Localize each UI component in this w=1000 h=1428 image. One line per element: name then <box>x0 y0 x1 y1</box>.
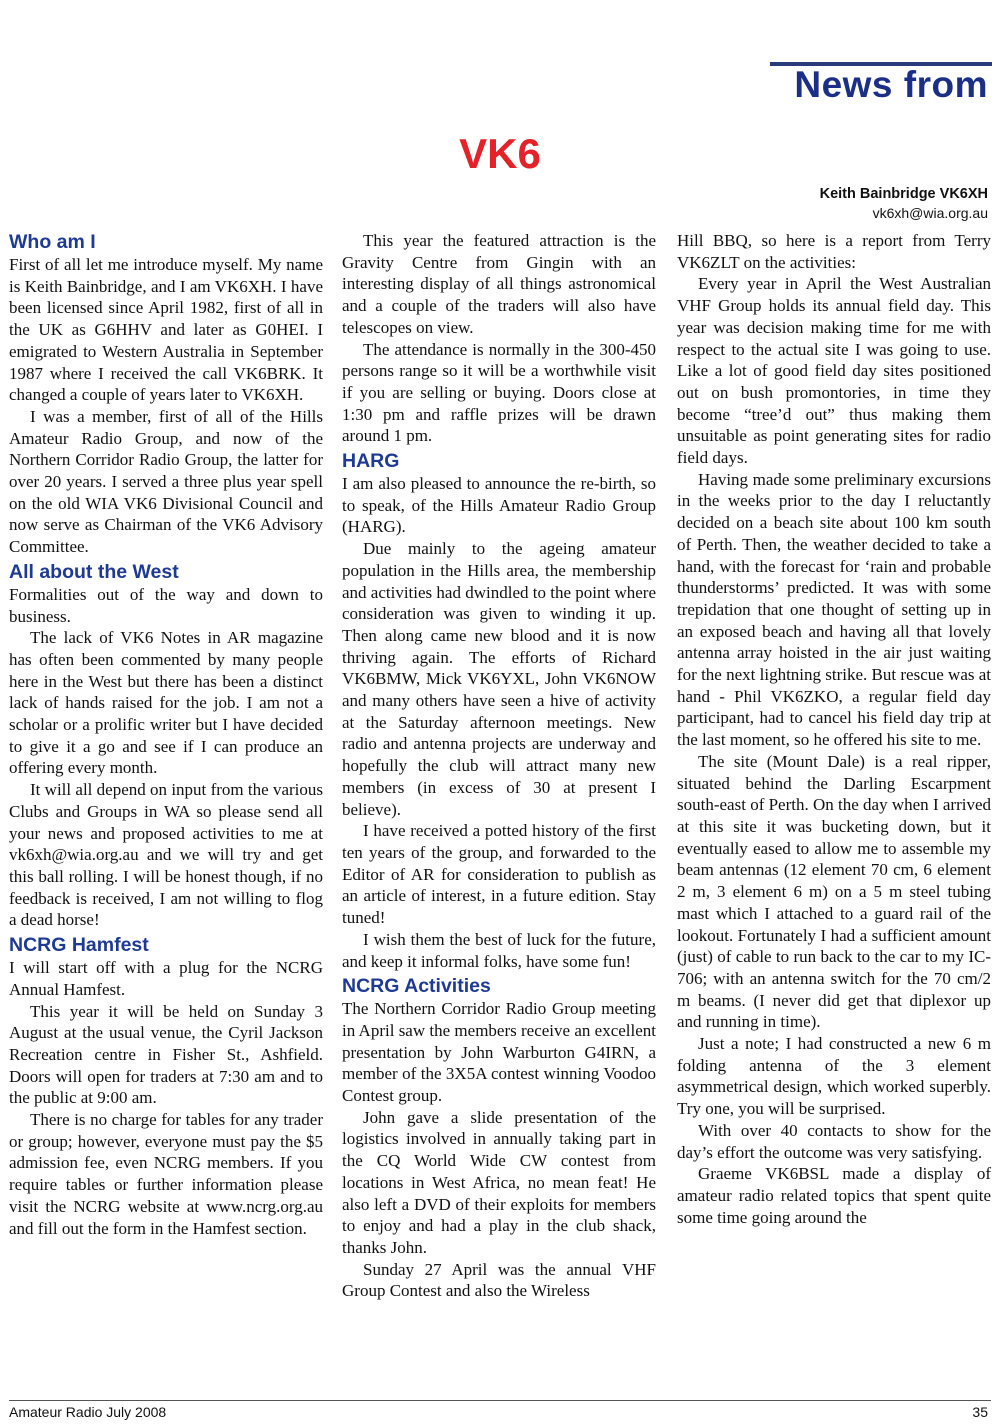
page-title: VK6 <box>459 130 541 177</box>
footer-rule <box>9 1400 991 1401</box>
paragraph: Having made some preliminary excursions in the weeks prior to the day I reluctantly decided on a beach site about 100 km south of Perth. Then, the weather decided to take a hand, with the forecast for ‘rain and probable thunderstorms’ predicted. It was with some trepidation that one thought of setting up in an exposed beach and having all that lovely antenna array hoisted in the air just waiting for the next lightning strike. But rescue was at hand - Phil VK6ZKO, a regular field day participant, had to cancel his field day trip at the last moment, so he offered his site to me. <box>677 469 991 750</box>
page-number: 35 <box>972 1404 988 1420</box>
paragraph: It will all depend on input from the various Clubs and Groups in WA so please send all your news and proposed activities to me at vk6xh@wia.org.au and we will try and get this ball rolling. I will be honest though, if no feedback is received, I am not willing to flog a dead horse! <box>9 780 323 930</box>
paragraph: The lack of VK6 Notes in AR magazine has often been commented by many people here in the West but there has been a distinct lack of hands raised for the job. I am not a scholar or a prolific writer but I have decided to give it a go and see if I can produce an offering every month. <box>9 628 323 778</box>
paragraph: The attendance is normally in the 300-450 persons range so it will be a worthwhile visit if you are selling or buying. Doors close at 1:30 pm and raffle prizes will be drawn around 1 pm. <box>342 339 656 446</box>
paragraph: Hill BBQ, so here is a report from Terry VK6ZLT on the activities: <box>677 231 991 272</box>
paragraph: The site (Mount Dale) is a real ripper, situated behind the Darling Escarpment south-east of Perth. On the day when I arrived at this site it was bucketing down, but it eventually eased to allow me to assemble my beam antennas (12 element 70 cm, 6 element 2 m, 3 element 6 m) on a 5 m steel tubing mast which I attached to a guard rail of the lookout. Fortunately I had a sufficient amount (just) of cable to run back to the car to my IC-706; with an antenna switch for the 70 cm/2 m beams. (I never did get that diplexor up and running in time). <box>677 751 991 1032</box>
paragraph: With over 40 contacts to show for the day’s effort the outcome was very satisfying. <box>677 1120 991 1162</box>
heading-ncrg-hamfest: NCRG Hamfest <box>9 934 149 957</box>
author-email[interactable]: vk6xh@wia.org.au <box>872 205 988 221</box>
paragraph: Formalities out of the way and down to business. <box>9 584 323 626</box>
heading-all-about-the-west: All about the West <box>9 560 179 583</box>
paragraph: Due mainly to the ageing amateur population in the Hills area, the membership and activities had dwindled to the point where consideration was given to winding it up. Then along came new blood and it is now thriving again. The efforts of Richard VK6BMW, Mick VK6YXL, John VK6NOW and many others have seen a hive of activity at the Saturday afternoon meetings. New radio and antenna projects are underway and hopefully the club will attract many new members (in excess of 30 at present I believe). <box>342 539 656 819</box>
column-2 <box>342 230 656 1302</box>
footer-publication: Amateur Radio July 2008 <box>9 1404 167 1420</box>
section-header: News from <box>794 64 988 105</box>
paragraph: First of all let me introduce myself. My name is Keith Bainbridge, and I am VK6XH. I have been licensed since April 1982, first of all in the UK as G6HHV and later as G0HEI. I emigrated to Western Australia in September 1987 where I received the call VK6BRK. It changed a couple of years later to VK6XH. <box>9 255 323 405</box>
paragraph: Sunday 27 April was the annual VHF Group Contest and also the Wireless <box>342 1259 656 1301</box>
paragraph: John gave a slide presentation of the logistics involved in annually taking part in the CQ World Wide CW contest from locations in West Africa, no mean feat! He also left a DVD of their exploits for members to enjoy and had a play in the club shack, thanks John. <box>342 1107 656 1257</box>
paragraph: This year it will be held on Sunday 3 August at the usual venue, the Cyril Jackson Recreation centre in Fisher St., Ashfield. Doors will open for traders at 7:30 am and to the public at 9:00 am. <box>9 1001 323 1108</box>
paragraph: Graeme VK6BSL made a display of amateur radio related topics that spent quite some time going around the <box>677 1164 991 1227</box>
paragraph: I am also pleased to announce the re-birth, so to speak, of the Hills Amateur Radio Group (HARG). <box>342 474 656 537</box>
paragraph: Just a note; I had constructed a new 6 m folding antenna of the 3 element asymmetrical design, which worked superbly. Try one, you will be surprised. <box>677 1034 991 1119</box>
paragraph: I was a member, first of all of the Hills Amateur Radio Group, and now of the Northern Corridor Radio Group, the latter for over 20 years. I served a three plus year spell on the old WIA VK6 Divisional Council and now serve as Chairman of the VK6 Advisory Committee. <box>9 406 323 557</box>
byline <box>820 185 988 223</box>
paragraph: I have received a potted history of the first ten years of the group, and forwarded to the Editor of AR for consideration to publish as an article of interest, in a future edition. Stay tuned! <box>342 821 656 928</box>
paragraph: I will start off with a plug for the NCRG Annual Hamfest. <box>9 958 323 999</box>
heading-ncrg-activities: NCRG Activities <box>342 975 491 998</box>
paragraph: This year the featured attraction is the Gravity Centre from Gingin with an interesting display of all things astronomical and a couple of the traders will also have telescopes on view. <box>342 231 656 337</box>
paragraph: There is no charge for tables for any trader or group; however, everyone must pay the $5 admission fee, even NCRG members. If you require tables or further information please visit the NCRG website at www.ncrg.org.au and fill out the form in the Hamfest section. <box>9 1110 323 1238</box>
heading-harg: HARG <box>342 450 400 473</box>
heading-who-am-i: Who am I <box>9 231 96 253</box>
column-3 <box>677 230 991 1228</box>
column-1 <box>9 228 323 1239</box>
author-name: Keith Bainbridge VK6XH <box>819 186 988 202</box>
paragraph: I wish them the best of luck for the future, and keep it informal folks, have some fun! <box>342 929 656 971</box>
paragraph: The Northern Corridor Radio Group meeting in April saw the members receive an excellent presentation by John Warburton G4IRN, a member of the 3X5A contest winning Voodoo Contest group. <box>342 999 656 1106</box>
paragraph: Every year in April the West Australian VHF Group holds its annual field day. This year was decision making time for me with respect to the actual site I was going to use. Like a lot of good field day sites positioned out on bush promontories, in time they become “tree’d out” thus making them unsuitable as point generating sites for radio field days. <box>677 274 991 468</box>
